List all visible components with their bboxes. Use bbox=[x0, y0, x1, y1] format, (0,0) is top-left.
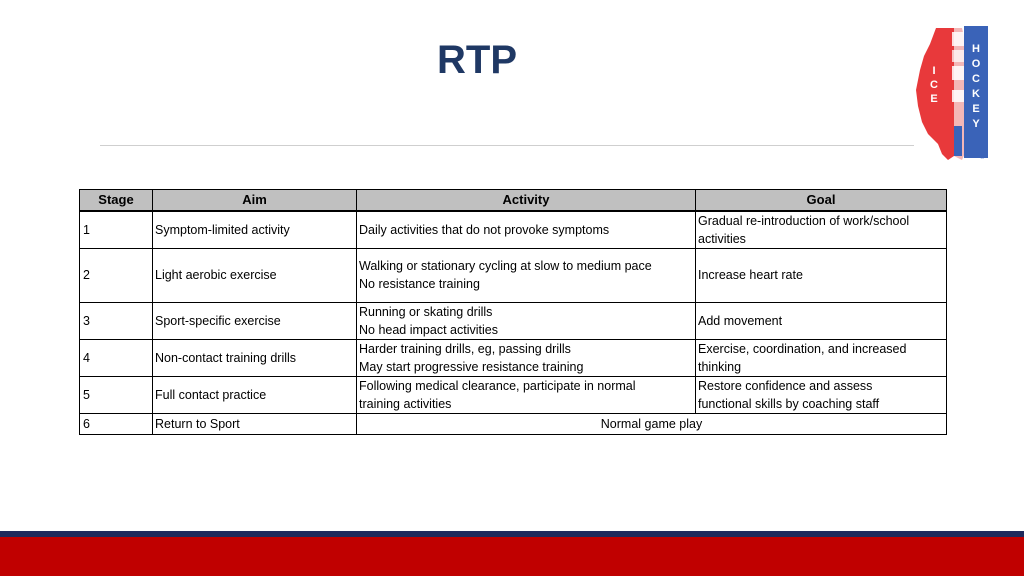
activity-cell bbox=[357, 211, 696, 249]
table-header-row bbox=[80, 190, 947, 211]
header-aim: Aim bbox=[153, 190, 357, 211]
activity-cell bbox=[357, 376, 696, 413]
goal-line: Restore confidence and assess bbox=[698, 378, 873, 393]
aim-cell: Full contact practice bbox=[153, 376, 357, 413]
ice-hockey-logo bbox=[914, 26, 990, 162]
logo-letter-e: E bbox=[930, 93, 938, 105]
stage-cell: 5 bbox=[80, 376, 153, 413]
header-activity: Activity bbox=[357, 190, 696, 211]
activity-line: May start progressive resistance training bbox=[359, 359, 584, 374]
logo-letter-o: O bbox=[971, 58, 981, 70]
stage-cell: 1 bbox=[80, 211, 153, 249]
stage-cell: 2 bbox=[80, 248, 153, 302]
stage-cell: 3 bbox=[80, 302, 153, 339]
activity-line: Walking or stationary cycling at slow to medium pace bbox=[359, 259, 652, 273]
activity-line: training activities bbox=[359, 396, 452, 411]
logo-letter-e2: E bbox=[972, 103, 980, 115]
goal-line: functional skills by coaching staff bbox=[698, 396, 880, 411]
logo-letter-c: C bbox=[930, 79, 938, 91]
header-stage: Stage bbox=[80, 190, 153, 211]
stage-cell: 6 bbox=[80, 413, 153, 434]
goal-line: Gradual re-introduction of work/school bbox=[698, 213, 910, 228]
activity-line: No resistance training bbox=[359, 277, 480, 291]
activity-line: Running or skating drills bbox=[359, 304, 493, 319]
activity-cell bbox=[357, 339, 696, 376]
goal-line: activities bbox=[698, 231, 746, 246]
aim-cell: Return to Sport bbox=[153, 413, 357, 434]
slide-title: RTP bbox=[437, 38, 517, 82]
goal-cell bbox=[696, 248, 947, 302]
logo-letter-y: Y bbox=[972, 118, 980, 130]
title-divider bbox=[100, 145, 914, 146]
table-row bbox=[80, 376, 947, 413]
footer-red-band bbox=[0, 537, 1024, 576]
logo-letter-i: I bbox=[932, 65, 936, 77]
aim-cell: Light aerobic exercise bbox=[153, 248, 357, 302]
goal-line: Exercise, coordination, and increased bbox=[698, 341, 907, 356]
rtp-stages-table bbox=[79, 189, 947, 435]
logo-letter-k: K bbox=[972, 88, 980, 100]
activity-cell bbox=[357, 248, 696, 302]
aim-cell: Symptom-limited activity bbox=[153, 211, 357, 249]
goal-line: thinking bbox=[698, 359, 742, 374]
table-row bbox=[80, 413, 947, 434]
aim-cell: Sport-specific exercise bbox=[153, 302, 357, 339]
stage-cell: 4 bbox=[80, 339, 153, 376]
goal-line: Increase heart rate bbox=[698, 268, 803, 282]
activity-line: No head impact activities bbox=[359, 322, 498, 337]
activity-line: Daily activities that do not provoke symptoms bbox=[359, 222, 610, 237]
aim-cell: Non-contact training drills bbox=[153, 339, 357, 376]
table-row bbox=[80, 339, 947, 376]
goal-cell bbox=[696, 302, 947, 339]
activity-line: Harder training drills, eg, passing drills bbox=[359, 341, 571, 356]
header-goal: Goal bbox=[696, 190, 947, 211]
merged-activity-goal-cell: Normal game play bbox=[357, 413, 947, 434]
goal-cell bbox=[696, 211, 947, 249]
goal-line: Add movement bbox=[698, 313, 783, 328]
activity-cell bbox=[357, 302, 696, 339]
table-row bbox=[80, 302, 947, 339]
table-row bbox=[80, 248, 947, 302]
table-row bbox=[80, 211, 947, 249]
goal-cell bbox=[696, 339, 947, 376]
logo-letter-h: H bbox=[972, 43, 980, 55]
goal-cell bbox=[696, 376, 947, 413]
activity-line: Following medical clearance, participate in normal bbox=[359, 378, 636, 393]
logo-letter-c2: C bbox=[972, 73, 980, 85]
registered-mark: ® bbox=[980, 155, 985, 161]
